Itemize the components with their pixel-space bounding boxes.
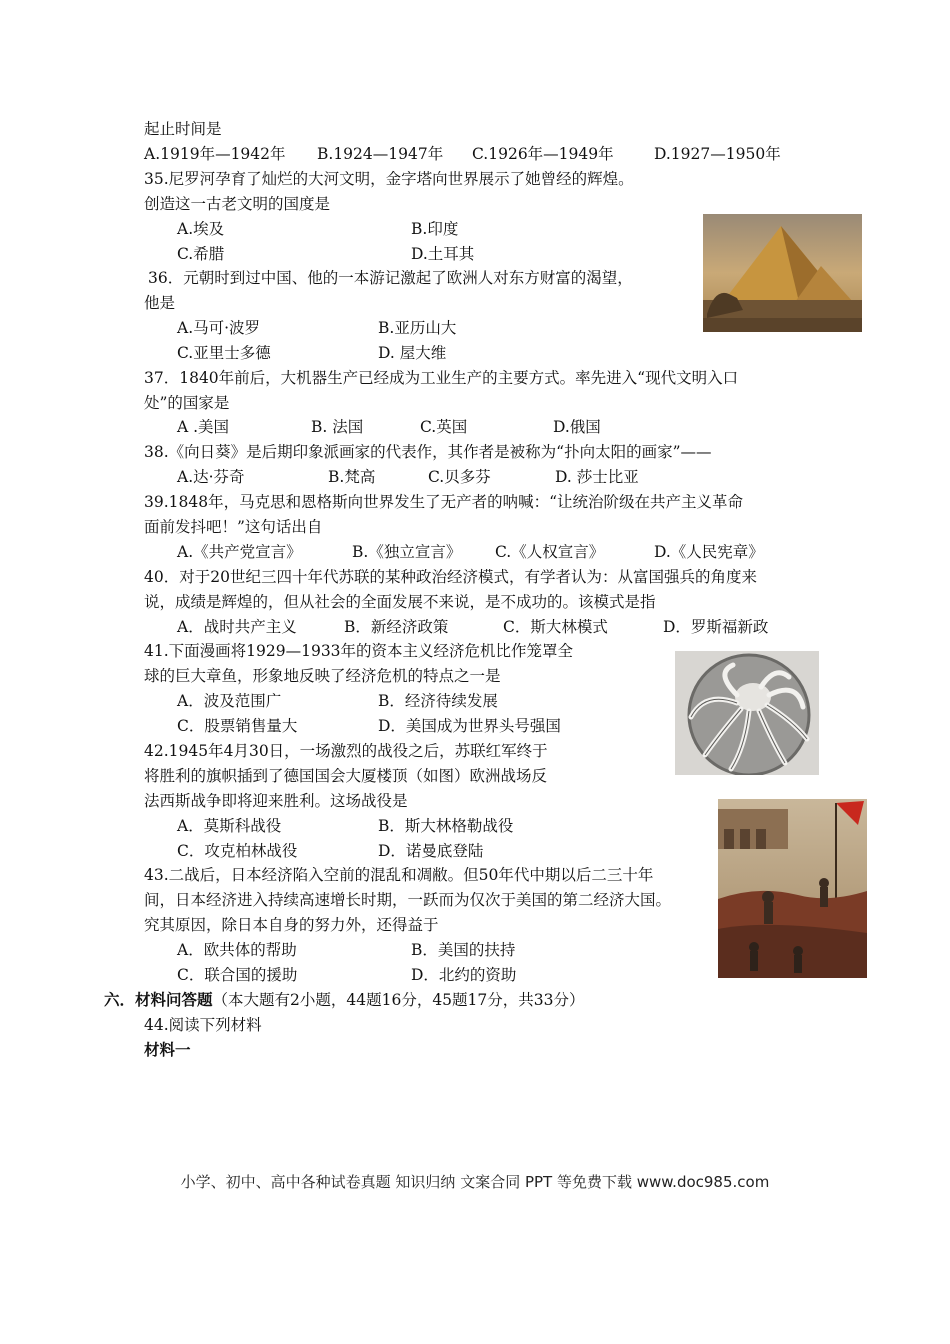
q36-option-c: C.亚里士多德 [177, 344, 271, 362]
q34-tail: 起止时间是 [144, 120, 222, 138]
q42-option-c: C．攻克柏林战役 [177, 842, 298, 860]
q41-option-b: B．经济待续发展 [378, 692, 498, 710]
q44-material-label: 材料一 [144, 1041, 191, 1059]
q40-option-c: C．斯大林模式 [503, 618, 608, 636]
q34-option-b: B.1924—1947年 [317, 145, 444, 163]
q43-option-a: A．欧共体的帮助 [177, 941, 297, 959]
q43-line1: 43.二战后，日本经济陷入空前的混乱和凋敝。但50年代中期以后二三十年 [144, 866, 654, 884]
q34-option-a: A.1919年—1942年 [144, 145, 286, 163]
q43-option-c: C．联合国的援助 [177, 966, 298, 984]
q43-line2: 间，日本经济进入持续高速增长时期，一跃而为仅次于美国的第二经济大国。 [144, 891, 672, 909]
q39-option-b: B.《独立宣言》 [352, 543, 462, 561]
q38-option-d: D. 莎士比亚 [555, 468, 639, 486]
q37-option-c: C.英国 [420, 418, 468, 436]
q38-option-c: C.贝多芬 [428, 468, 491, 486]
q42-option-b: B．斯大林格勒战役 [378, 817, 514, 835]
q35-line2: 创造这一古老文明的国度是 [144, 195, 331, 213]
q44-line1: 44.阅读下列材料 [144, 1016, 262, 1034]
q39-option-c: C.《人权宣言》 [495, 543, 605, 561]
q36-option-a: A.马可·波罗 [177, 319, 261, 337]
q37-option-b: B. 法国 [311, 418, 364, 436]
page-footer: 小学、初中、高中各种试卷真题 知识归纳 文案合同 PPT 等免费下载 www.doc985.com [180, 1173, 770, 1191]
q39-line2: 面前发抖吧！”这句话出自 [144, 518, 323, 536]
q36-option-b: B.亚历山大 [378, 319, 457, 337]
q39-option-a: A.《共产党宣言》 [177, 543, 302, 561]
q42-option-d: D．诺曼底登陆 [378, 842, 484, 860]
q42-option-a: A．莫斯科战役 [177, 817, 282, 835]
q43-option-b: B．美国的扶持 [411, 941, 516, 959]
q39-line1: 39.1848年，马克思和恩格斯向世界发生了无产者的呐喊：“让统治阶级在共产主义革命 [144, 493, 744, 511]
q36-option-d: D. 屋大维 [378, 344, 447, 362]
q41-option-c: C．股票销售量大 [177, 717, 298, 735]
q37-line1: 37．1840年前后，大机器生产已经成为工业生产的主要方式。率先进入“现代文明入口 [144, 369, 739, 387]
q40-option-d: D．罗斯福新政 [663, 618, 769, 636]
q43-line3: 究其原因，除日本自身的努力外，还得益于 [144, 916, 439, 934]
q40-option-a: A．战时共产主义 [177, 618, 297, 636]
q34-option-c: C.1926年—1949年 [472, 145, 614, 163]
q38-option-b: B.梵高 [328, 468, 376, 486]
section6-title: 六．材料问答题 [104, 991, 213, 1009]
section6-heading [104, 990, 585, 1010]
q37-option-d: D.俄国 [553, 418, 601, 436]
q42-line2: 将胜利的旗帜插到了德国国会大厦楼顶（如图）欧洲战场反 [144, 767, 548, 785]
q41-option-d: D．美国成为世界头号强国 [378, 717, 561, 735]
q35-option-b: B.印度 [411, 220, 459, 238]
q40-option-b: B．新经济政策 [344, 618, 449, 636]
q38-option-a: A.达·芬奇 [177, 468, 245, 486]
q35-option-a: A.埃及 [177, 220, 225, 238]
q41-option-a: A．波及范围广 [177, 692, 282, 710]
q42-line3: 法西斯战争即将迎来胜利。这场战役是 [144, 792, 408, 810]
q35-option-c: C.希腊 [177, 245, 225, 263]
q35-option-d: D.土耳其 [411, 245, 475, 263]
octopus-cartoon [675, 651, 819, 775]
q39-option-d: D.《人民宪章》 [654, 543, 764, 561]
q43-option-d: D．北约的资助 [411, 966, 517, 984]
q37-line2: 处”的国家是 [144, 394, 230, 412]
q37-option-a: A .美国 [177, 418, 230, 436]
q36-line2: 他是 [144, 294, 176, 312]
q34-option-d: D.1927—1950年 [654, 145, 781, 163]
q40-line1: 40．对于20世纪三四十年代苏联的某种政治经济模式，有学者认为：从富国强兵的角度来 [144, 568, 757, 586]
reichstag-flag-photo [718, 799, 867, 978]
q38-line1: 38.《向日葵》是后期印象派画家的代表作，其作者是被称为“扑向太阳的画家”—— [144, 443, 712, 461]
q42-line1: 42.1945年4月30日，一场激烈的战役之后，苏联红军终于 [144, 742, 548, 760]
section6-note: （本大题有2小题，44题16分，45题17分，共33分） [212, 991, 585, 1009]
q36-line1: 36．元朝时到过中国、他的一本游记激起了欧洲人对东方财富的渴望， [148, 269, 633, 287]
q35-line1: 35.尼罗河孕育了灿烂的大河文明，金字塔向世界展示了她曾经的辉煌。 [144, 170, 634, 188]
q41-line1: 41.下面漫画将1929—1933年的资本主义经济危机比作笼罩全 [144, 642, 574, 660]
q41-line2: 球的巨大章鱼，形象地反映了经济危机的特点之一是 [144, 667, 501, 685]
pyramid-photo [703, 214, 862, 332]
q40-line2: 说，成绩是辉煌的，但从社会的全面发展不来说，是不成功的。该模式是指 [144, 593, 656, 611]
